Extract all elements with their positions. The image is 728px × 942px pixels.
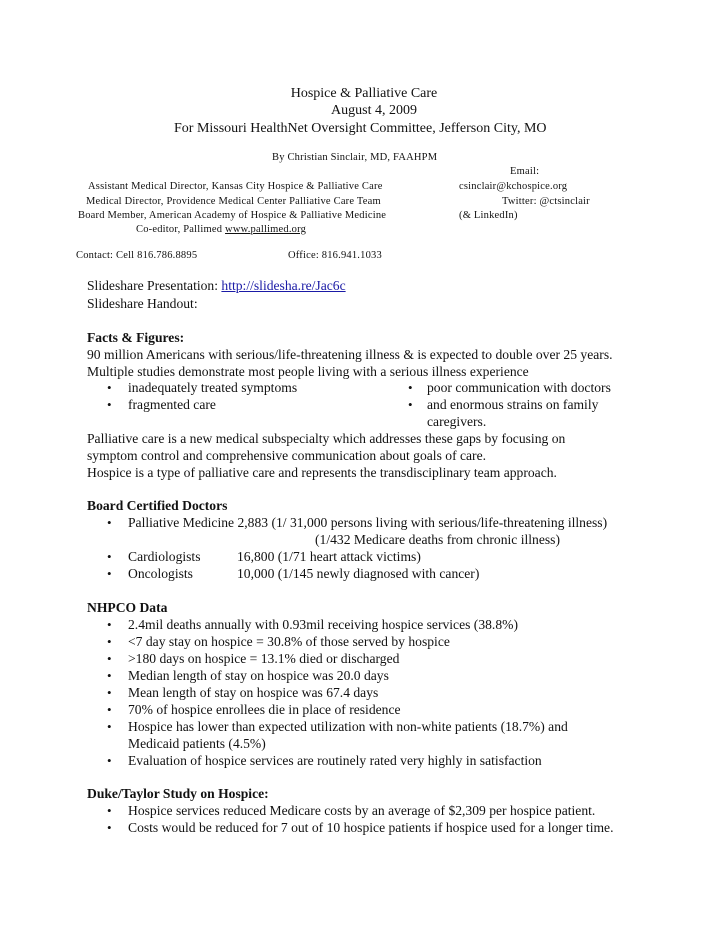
- email-label: Email:: [510, 166, 540, 177]
- bullet-icon: •: [107, 380, 112, 395]
- bullet-icon: •: [107, 397, 112, 412]
- board-cardio-value: 16,800 (1/71 heart attack victims): [237, 549, 421, 564]
- bullet-icon: •: [408, 397, 413, 412]
- duke-heading: Duke/Taylor Study on Hospice:: [87, 786, 269, 801]
- bullet-icon: •: [408, 380, 413, 395]
- doc-date: August 4, 2009: [331, 103, 417, 118]
- doc-title: Hospice & Palliative Care: [290, 86, 438, 101]
- palliative-para-line-2: symptom control and comprehensive communication about goals of care.: [87, 448, 487, 463]
- bullet-icon: •: [107, 651, 112, 666]
- role-2: Medical Director, Providence Medical Center Palliative Care Team: [86, 196, 381, 207]
- byline: By Christian Sinclair, MD, FAAHPM: [272, 152, 438, 163]
- nhpco-item-continued: Medicaid patients (4.5%): [128, 736, 266, 751]
- slideshare-link[interactable]: http://slidesha.re/Jac6c: [221, 278, 346, 293]
- facts-line-2: Multiple studies demonstrate most people living with a serious illness experience: [87, 364, 529, 379]
- coeditor-line: [136, 224, 306, 235]
- nhpco-item: >180 days on hospice = 13.1% died or discharged: [128, 651, 400, 666]
- duke-item: Hospice services reduced Medicare costs by an average of $2,309 per hospice patient.: [128, 803, 596, 818]
- bullet-icon: •: [107, 753, 112, 768]
- nhpco-item: Hospice has lower than expected utilization with non-white patients (18.7%) and: [128, 719, 568, 734]
- board-pm-line-1: Palliative Medicine 2,883 (1/ 31,000 persons living with serious/life-threatening illness): [128, 515, 608, 530]
- coeditor-text: Co-editor, Pallimed: [136, 224, 226, 235]
- board-pm-line-2: (1/432 Medicare deaths from chronic illness): [315, 532, 560, 547]
- hospice-para: Hospice is a type of palliative care and represents the transdisciplinary team approach.: [87, 465, 557, 480]
- contact-cell: Contact: Cell 816.786.8895: [76, 250, 198, 261]
- linkedin-note: (& LinkedIn): [459, 210, 518, 221]
- contact-office: Office: 816.941.1033: [288, 250, 382, 261]
- nhpco-item: 2.4mil deaths annually with 0.93mil receiving hospice services (38.8%): [128, 617, 518, 632]
- facts-bullet-right-3: caregivers.: [427, 414, 487, 429]
- bullet-icon: •: [107, 634, 112, 649]
- doc-committee: For Missouri HealthNet Oversight Committee, Jefferson City, MO: [174, 121, 547, 136]
- palliative-para-line-1: Palliative care is a new medical subspecialty which addresses these gaps by focusing on: [87, 431, 566, 446]
- nhpco-item: Evaluation of hospice services are routinely rated very highly in satisfaction: [128, 753, 542, 768]
- facts-bullet-right-1: poor communication with doctors: [427, 380, 611, 395]
- bullet-icon: •: [107, 820, 112, 835]
- slideshare-presentation-label: Slideshare Presentation:: [87, 278, 222, 293]
- nhpco-item: <7 day stay on hospice = 30.8% of those served by hospice: [128, 634, 450, 649]
- slideshare-handout: Slideshare Handout:: [87, 296, 198, 311]
- board-onco-value: 10,000 (1/145 newly diagnosed with cancer): [237, 566, 480, 581]
- board-cardio-label: Cardiologists: [128, 549, 201, 564]
- twitter-handle: Twitter: @ctsinclair: [502, 196, 590, 207]
- facts-bullet-left-1: inadequately treated symptoms: [128, 380, 298, 395]
- bullet-icon: •: [107, 702, 112, 717]
- board-onco-label: Oncologists: [128, 566, 193, 581]
- bullet-icon: •: [107, 803, 112, 818]
- bullet-icon: •: [107, 719, 112, 734]
- bullet-icon: •: [107, 515, 112, 530]
- bullet-icon: •: [107, 668, 112, 683]
- slideshare-presentation: [87, 278, 346, 294]
- nhpco-item: 70% of hospice enrollees die in place of residence: [128, 702, 401, 717]
- email-address[interactable]: csinclair@kchospice.org: [459, 181, 568, 192]
- nhpco-item: Mean length of stay on hospice was 67.4 days: [128, 685, 379, 700]
- nhpco-heading: NHPCO Data: [87, 600, 168, 615]
- bullet-icon: •: [107, 685, 112, 700]
- bullet-icon: •: [107, 617, 112, 632]
- facts-line-1: 90 million Americans with serious/life-threatening illness & is expected to double over 25 years.: [87, 347, 613, 362]
- duke-item: Costs would be reduced for 7 out of 10 hospice patients if hospice used for a longer time.: [128, 820, 614, 835]
- role-1: Assistant Medical Director, Kansas City Hospice & Palliative Care: [88, 181, 383, 192]
- pallimed-link[interactable]: www.pallimed.org: [225, 224, 307, 235]
- facts-bullet-right-2: and enormous strains on family: [427, 397, 599, 412]
- board-heading: Board Certified Doctors: [87, 498, 228, 513]
- bullet-icon: •: [107, 549, 112, 564]
- role-3: Board Member, American Academy of Hospice & Palliative Medicine: [78, 210, 387, 221]
- nhpco-item: Median length of stay on hospice was 20.0 days: [128, 668, 389, 683]
- bullet-icon: •: [107, 566, 112, 581]
- facts-heading: Facts & Figures:: [87, 330, 185, 345]
- facts-bullet-left-2: fragmented care: [128, 397, 216, 412]
